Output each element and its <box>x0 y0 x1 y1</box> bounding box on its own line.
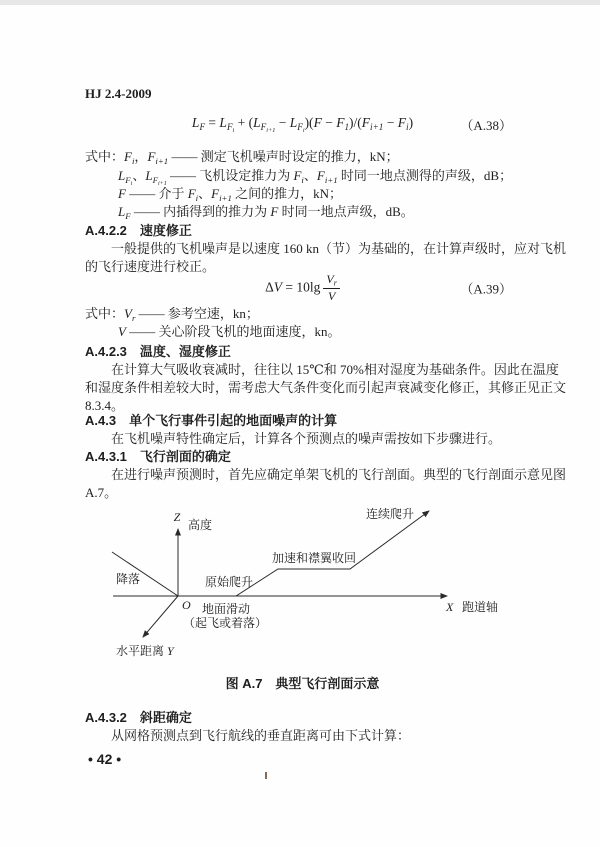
landing-label: 降落 <box>115 572 141 586</box>
y-axis-line <box>143 596 178 637</box>
scan-artifact <box>265 772 267 779</box>
figure-caption: 图 A.7 典型飞行剖面示意 <box>225 676 380 691</box>
paragraph-line: 8.3.4。 <box>85 398 125 413</box>
paragraph-line: 的飞行速度进行校正。 <box>85 259 216 274</box>
where38-line-4: $L_F$ —— 内插得到的推力为 F 时同一地点声级，dB。 <box>118 204 414 221</box>
where38-line-1: 式中：$F_i$，$F_{i+1}$ —— 测定飞机噪声时设定的推力，kN； <box>85 149 399 166</box>
origin-label: O <box>182 598 191 612</box>
scan-edge <box>0 0 600 5</box>
equation-a38-number: （A.38） <box>460 118 512 133</box>
equation-a39-number: （A.39） <box>460 281 512 297</box>
x-axis-label: X <box>446 600 454 614</box>
equation-a39-body: ΔV = 10lg $\frac{V_r}{V}$ <box>265 273 340 304</box>
ground-roll-note-label: （起飞或着落） <box>182 616 268 630</box>
flight-profile-figure <box>85 503 520 671</box>
section-heading-a43: A.4.3 单个飞行事件引起的地面噪声的计算 <box>85 413 338 428</box>
initial-climb-label: 原始爬升 <box>204 575 254 589</box>
continuous-climb-label: 连续爬升 <box>365 507 415 521</box>
altitude-label: 高度 <box>188 518 213 532</box>
z-axis-label: Z <box>173 510 181 524</box>
paragraph-line: 在飞机噪声特性确定后，计算各个预测点的噪声需按如下步骤进行。 <box>111 431 502 446</box>
horizontal-distance-label: 水平距离 Y <box>116 644 174 658</box>
section-heading-a422: A.4.2.2 速度修正 <box>85 223 192 238</box>
ground-roll-label: 地面滑动 <box>201 602 251 616</box>
equation-a39 <box>85 271 520 305</box>
section-heading-a431: A.4.3.1 飞行剖面的确定 <box>85 449 231 464</box>
paragraph-line: 一般提供的飞机噪声是以速度 160 kn（节）为基础的，在计算声级时，应对飞机 <box>111 241 567 256</box>
paragraph-line: 和湿度条件相差较大时，需考虑大气条件变化而引起声衰减变化修正，其修正见正文 <box>85 380 567 395</box>
where38-line-3: F —— 介于 $F_i$、$F_{i+1}$ 之间的推力，kN； <box>118 186 343 203</box>
where39-line-1: 式中：$V_r$ —— 参考空速，kn； <box>85 306 259 323</box>
section-heading-a432: A.4.3.2 斜距确定 <box>85 710 192 725</box>
equation-a38-body: $L_F = L_{F_i} + (L_{F_{i+1}} - L_{F_i})(F - F_1)/(F_{i+1} - F_i)$ <box>191 115 414 134</box>
paragraph-line: 从网格预测点到飞行航线的垂直距离可由下式计算： <box>111 728 411 743</box>
where39-line-2: V —— 关心阶段飞机的地面速度，kn。 <box>118 324 341 339</box>
accelerate-flap-retract-label: 加速和襟翼收回 <box>271 551 357 565</box>
page-header-standard-code: HJ 2.4-2009 <box>85 86 152 101</box>
paragraph-line: A.7。 <box>85 485 118 500</box>
equation-a38 <box>85 115 520 134</box>
runway-axis-label: 跑道轴 <box>462 600 499 614</box>
where38-line-2: $L_{F_i}$、$L_{F_{i+1}}$ —— 飞机设定推力为 $F_i$、$F_{i+1}$ 时同一地点测得的声级，dB； <box>118 168 513 187</box>
page-number: • 42 • <box>88 751 122 767</box>
section-heading-a423: A.4.2.3 温度、湿度修正 <box>85 344 231 359</box>
paragraph-line: 在进行噪声预测时，首先应确定单架飞机的飞行剖面。典型的飞行剖面示意见图 <box>111 467 567 482</box>
paragraph-line: 在计算大气吸收衰减时，往往以 15℃和 70%相对湿度为基础条件。因此在温度 <box>111 362 559 377</box>
